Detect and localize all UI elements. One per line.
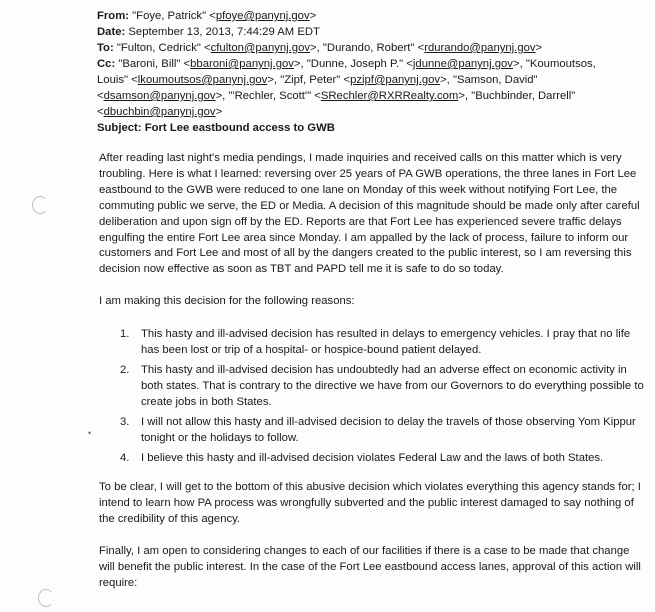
list-item-text: I believe this hasty and ill-advised decision violates Federal Law and the laws of both States. xyxy=(141,451,604,464)
from-label: From: xyxy=(97,10,130,22)
to-recipient-name: "Fulton, Cedrick" xyxy=(116,42,201,54)
list-item xyxy=(99,363,645,411)
cc-recipient-email-link[interactable]: dsamson@panynj.gov xyxy=(103,90,216,102)
list-item-number: 4. xyxy=(120,451,130,464)
cc-recipient-name: Louis" xyxy=(97,74,129,86)
cc-recipient-name: "'Rechler, Scott'" xyxy=(228,90,312,102)
cc-label: Cc: xyxy=(97,58,116,70)
body-paragraph: Finally, I am open to considering changes to each of our facilities if there is a case to be made that change will benefit the public interest. In the case of the Fort Lee eastbound access lanes, approval of this action will require: xyxy=(99,545,641,589)
subject-line xyxy=(97,120,642,136)
list-item-number: 3. xyxy=(120,415,130,428)
email-header xyxy=(97,8,642,136)
to-recipient-email-link[interactable]: cfulton@panynj.gov xyxy=(210,42,311,54)
cc-recipient-name: "Buchbinder, Darrell" xyxy=(471,90,576,102)
cc-line-1: Cc: "Baroni, Bill" <bbaroni@panynj.gov>, "Dunne, Joseph P." <jdunne@panynj.gov>, "Koumoutsos, xyxy=(97,58,596,70)
date-value: September 13, 2013, 7:44:29 AM EDT xyxy=(128,26,320,38)
list-item-number: 2. xyxy=(120,363,130,376)
cc-recipient-email-link[interactable]: SRechler@RXRRealty.com xyxy=(320,90,459,102)
cc-recipient-name: "Koumoutsos, xyxy=(525,58,596,70)
email-body xyxy=(99,151,645,592)
list-item-text: I will not allow this hasty and ill-advised decision to delay the travels of those observing Yom Kippur tonight or the holidays to follow. xyxy=(141,415,636,444)
cc-recipient-name: "Baroni, Bill" xyxy=(118,58,181,70)
from-line: From: "Foye, Patrick" <pfoye@panynj.gov> xyxy=(97,10,317,22)
list-item-text: This hasty and ill-advised decision has resulted in delays to emergency vehicles. I pray that no life has been lost or trip of a hospital- or hospice-bound patient delayed. xyxy=(141,328,631,357)
to-label: To: xyxy=(97,42,114,54)
punch-hole-bottom xyxy=(38,589,54,607)
to-line: To: "Fulton, Cedrick" <cfulton@panynj.gov>, "Durando, Robert" <rdurando@panynj.gov> xyxy=(97,42,543,54)
subject-label: Subject: xyxy=(97,122,142,134)
to-recipient-name: "Durando, Robert" xyxy=(322,42,415,54)
cc-recipient-email-link[interactable]: lkoumoutsos@panynj.gov xyxy=(137,74,268,86)
cc-recipient-name: "Samson, David" xyxy=(452,74,538,86)
from-email-link[interactable]: pfoye@panynj.gov xyxy=(215,10,310,22)
cc-recipient-name: "Dunne, Joseph P." xyxy=(306,58,404,70)
cc-recipient-email-link[interactable]: bbaroni@panynj.gov xyxy=(190,58,294,70)
list-item-number: 1. xyxy=(120,328,130,341)
cc-line-2: Louis" <lkoumoutsos@panynj.gov>, "Zipf, Peter" <pzipf@panynj.gov>, "Samson, David" xyxy=(97,74,538,86)
cc-recipient-email-link[interactable]: dbuchbin@panynj.gov xyxy=(103,106,216,118)
subject-value: Fort Lee eastbound access to GWB xyxy=(144,122,335,134)
cc-line-4: <dbuchbin@panynj.gov> xyxy=(97,106,223,118)
body-paragraph: To be clear, I will get to the bottom of this abusive decision which violates everything this agency stands for; I intend to learn how PA process was wrongfully subverted and the public interest damaged to say nothing of the credibility of this agency. xyxy=(99,481,641,526)
body-paragraph: After reading last night's media pendings, I made inquiries and received calls on this matter which is very troubling. Here is what I learned: reversing over 25 years of PA GWB operations, the three lanes in Fort Lee eastbound to the GWB were reduced to one lane on Monday of this week without notifying Fort Lee, the commuting public we serve, the ED or Media. A decision of this magnitude should be made only after careful deliberation and upon sign off by the ED. Reports are that Fort Lee has experienced severe traffic delays engulfing the entire Fort Lee area since Monday. I am appalled by the lack of process, failure to inform our customers and Fort Lee and most of all by the dangers created to the public interest, so I am reversing this decision now effective as soon as TBT and PAPD tell me it is safe to do so today. xyxy=(99,152,640,276)
to-recipient-email-link[interactable]: rdurando@panynj.gov xyxy=(424,42,536,54)
cc-recipient-email-link[interactable]: pzipf@panynj.gov xyxy=(350,74,441,86)
list-item-text: This hasty and ill-advised decision has undoubtedly had an adverse effect on economic activity in both states. That is contrary to the directive we have from our Governors to do everything possible to create jobs in both States. xyxy=(141,363,644,408)
date-line xyxy=(97,24,642,40)
cc-recipient-email-link[interactable]: jdunne@panynj.gov xyxy=(412,58,513,70)
punch-hole-top xyxy=(32,196,48,214)
cc-line-3: <dsamson@panynj.gov>, "'Rechler, Scott'" <SRechler@RXRRealty.com>, "Buchbinder, Darrell" xyxy=(97,90,576,102)
from-name: "Foye, Patrick" xyxy=(132,10,207,22)
body-paragraph: I am making this decision for the following reasons: xyxy=(99,295,355,308)
reasons-list xyxy=(99,327,645,466)
list-item xyxy=(99,415,645,447)
date-label: Date: xyxy=(97,26,126,38)
list-item xyxy=(99,451,645,467)
stray-mark: • xyxy=(88,428,92,438)
cc-recipient-name: "Zipf, Peter" xyxy=(280,74,341,86)
list-item xyxy=(99,327,645,359)
